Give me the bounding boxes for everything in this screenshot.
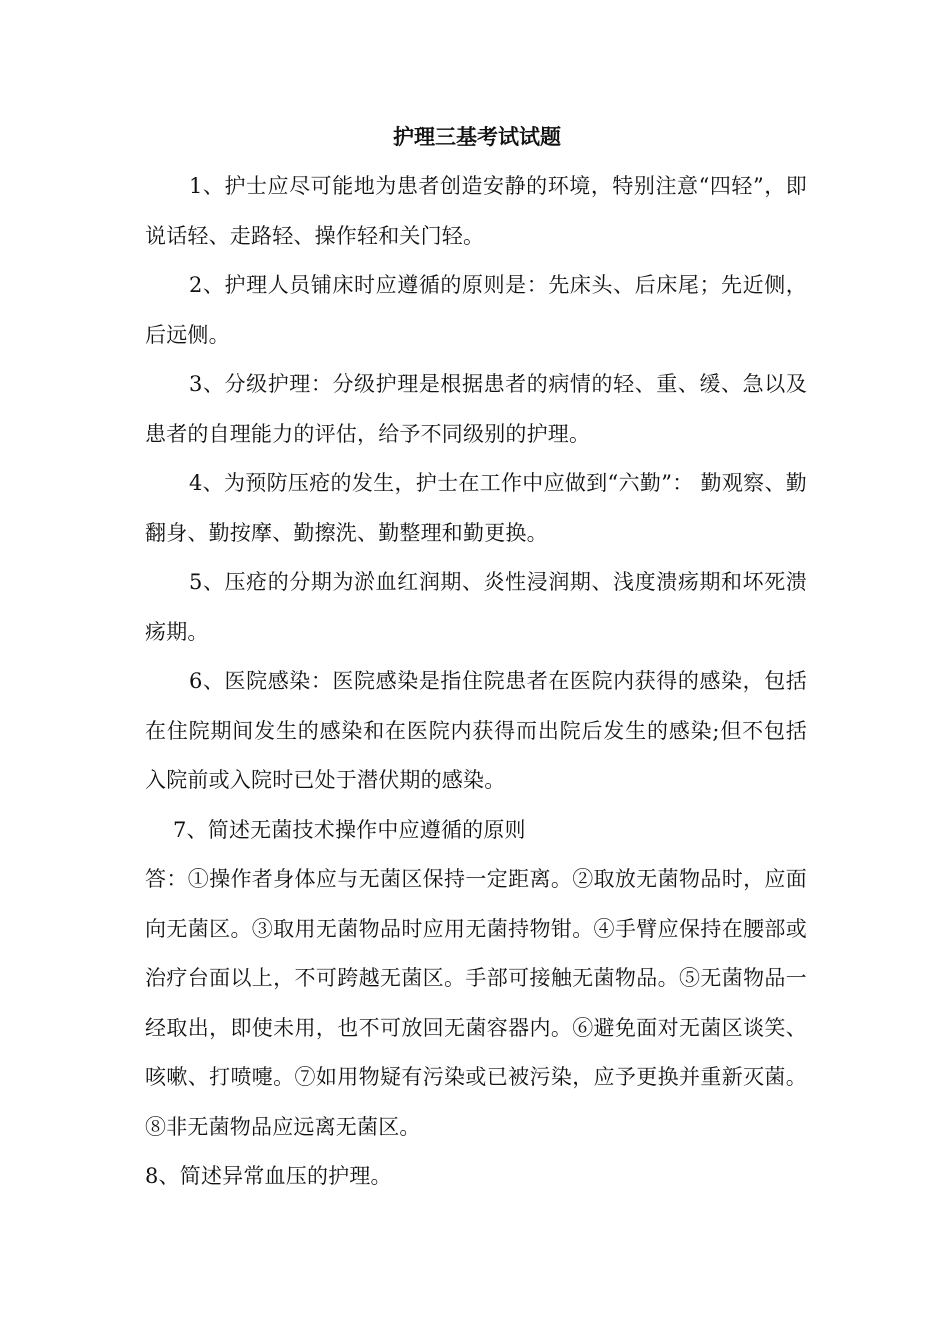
paragraph-1: 1、护士应尽可能地为患者创造安静的环境，特别注意“四轻”，即说话轻、走路轻、操作轻和关门轻。 [145, 174, 807, 248]
question-7: 7、简述无菌技术操作中应遵循的原则 [173, 817, 526, 842]
paragraph-4: 4、为预防压疮的发生，护士在工作中应做到“六勤”： 勤观察、勤翻身、勤按摩、勤擦洗、勤整理和勤更换。 [145, 471, 807, 545]
document-body [145, 112, 807, 1202]
paragraph-3: 3、分级护理：分级护理是根据患者的病情的轻、重、缓、急以及患者的自理能力的评估，给予不同级别的护理。 [145, 372, 807, 446]
question-8: 8、简述异常血压的护理。 [145, 1164, 392, 1188]
answer-7: 答：①操作者身体应与无菌区保持一定距离。②取放无菌物品时，应面向无菌区。③取用无菌物品时应用无菌持物钳。④手臂应保持在腰部或治疗台面以上，不可跨越无菌区。手部可接触无菌物品。⑤无菌物品一经取出，即使未用，也不可放回无菌容器内。⑥避免面对无菌区谈笑、咳嗽、打喷嚏。⑦如用物疑有污染或已被污染，应予更换并重新灭菌。⑧非无菌物品应远离无菌区。 [145, 867, 807, 1139]
paragraph-2: 2、护理人员铺床时应遵循的原则是：先床头、后床尾；先近侧，后远侧。 [145, 273, 807, 347]
paragraph-5: 5、压疮的分期为淤血红润期、炎性浸润期、浅度溃疡期和坏死溃疡期。 [145, 570, 807, 644]
paragraph-6: 6、医院感染：医院感染是指住院患者在医院内获得的感染，包括在住院期间发生的感染和在医院内获得而出院后发生的感染;但不包括入院前或入院时已处于潜伏期的感染。 [145, 669, 807, 792]
page-title: 护理三基考试试题 [393, 124, 561, 149]
